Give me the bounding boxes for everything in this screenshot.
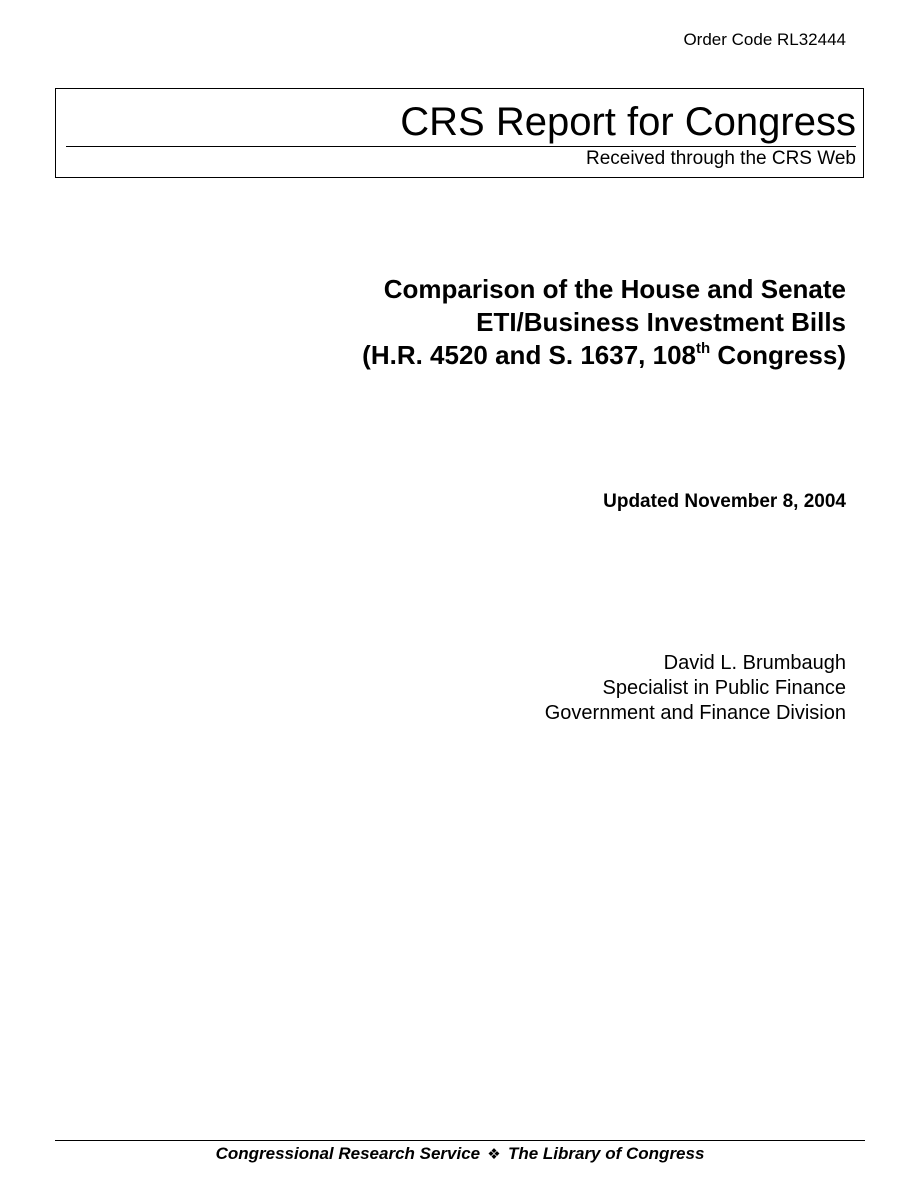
- report-header-box: [55, 88, 864, 178]
- author-name: David L. Brumbaugh: [663, 652, 846, 674]
- footer-divider: [55, 1140, 865, 1141]
- report-title-line-2: ETI/Business Investment Bills: [476, 307, 846, 337]
- author-division: Government and Finance Division: [544, 702, 846, 724]
- header-divider: [66, 146, 856, 147]
- footer-right-text: The Library of Congress: [507, 1144, 705, 1163]
- author-position: Specialist in Public Finance: [602, 677, 846, 699]
- updated-date: Updated November 8, 2004: [603, 491, 846, 512]
- author-block: [545, 651, 846, 726]
- header-title: CRS Report for Congress: [400, 100, 856, 144]
- report-title-line-3: [362, 339, 846, 372]
- footer: [55, 1143, 865, 1166]
- report-title: [362, 273, 846, 372]
- header-subtitle: Received through the CRS Web: [585, 148, 856, 169]
- report-title-line-3-main: (H.R. 4520 and S. 1637, 108: [362, 340, 697, 370]
- report-title-line-3-end: Congress): [710, 340, 846, 370]
- ordinal-suffix: th: [696, 340, 711, 357]
- report-title-line-1: Comparison of the House and Senate: [383, 274, 846, 304]
- footer-left-text: Congressional Research Service: [215, 1144, 481, 1163]
- order-code: Order Code RL32444: [683, 30, 846, 49]
- diamond-icon: ❖: [483, 1146, 505, 1163]
